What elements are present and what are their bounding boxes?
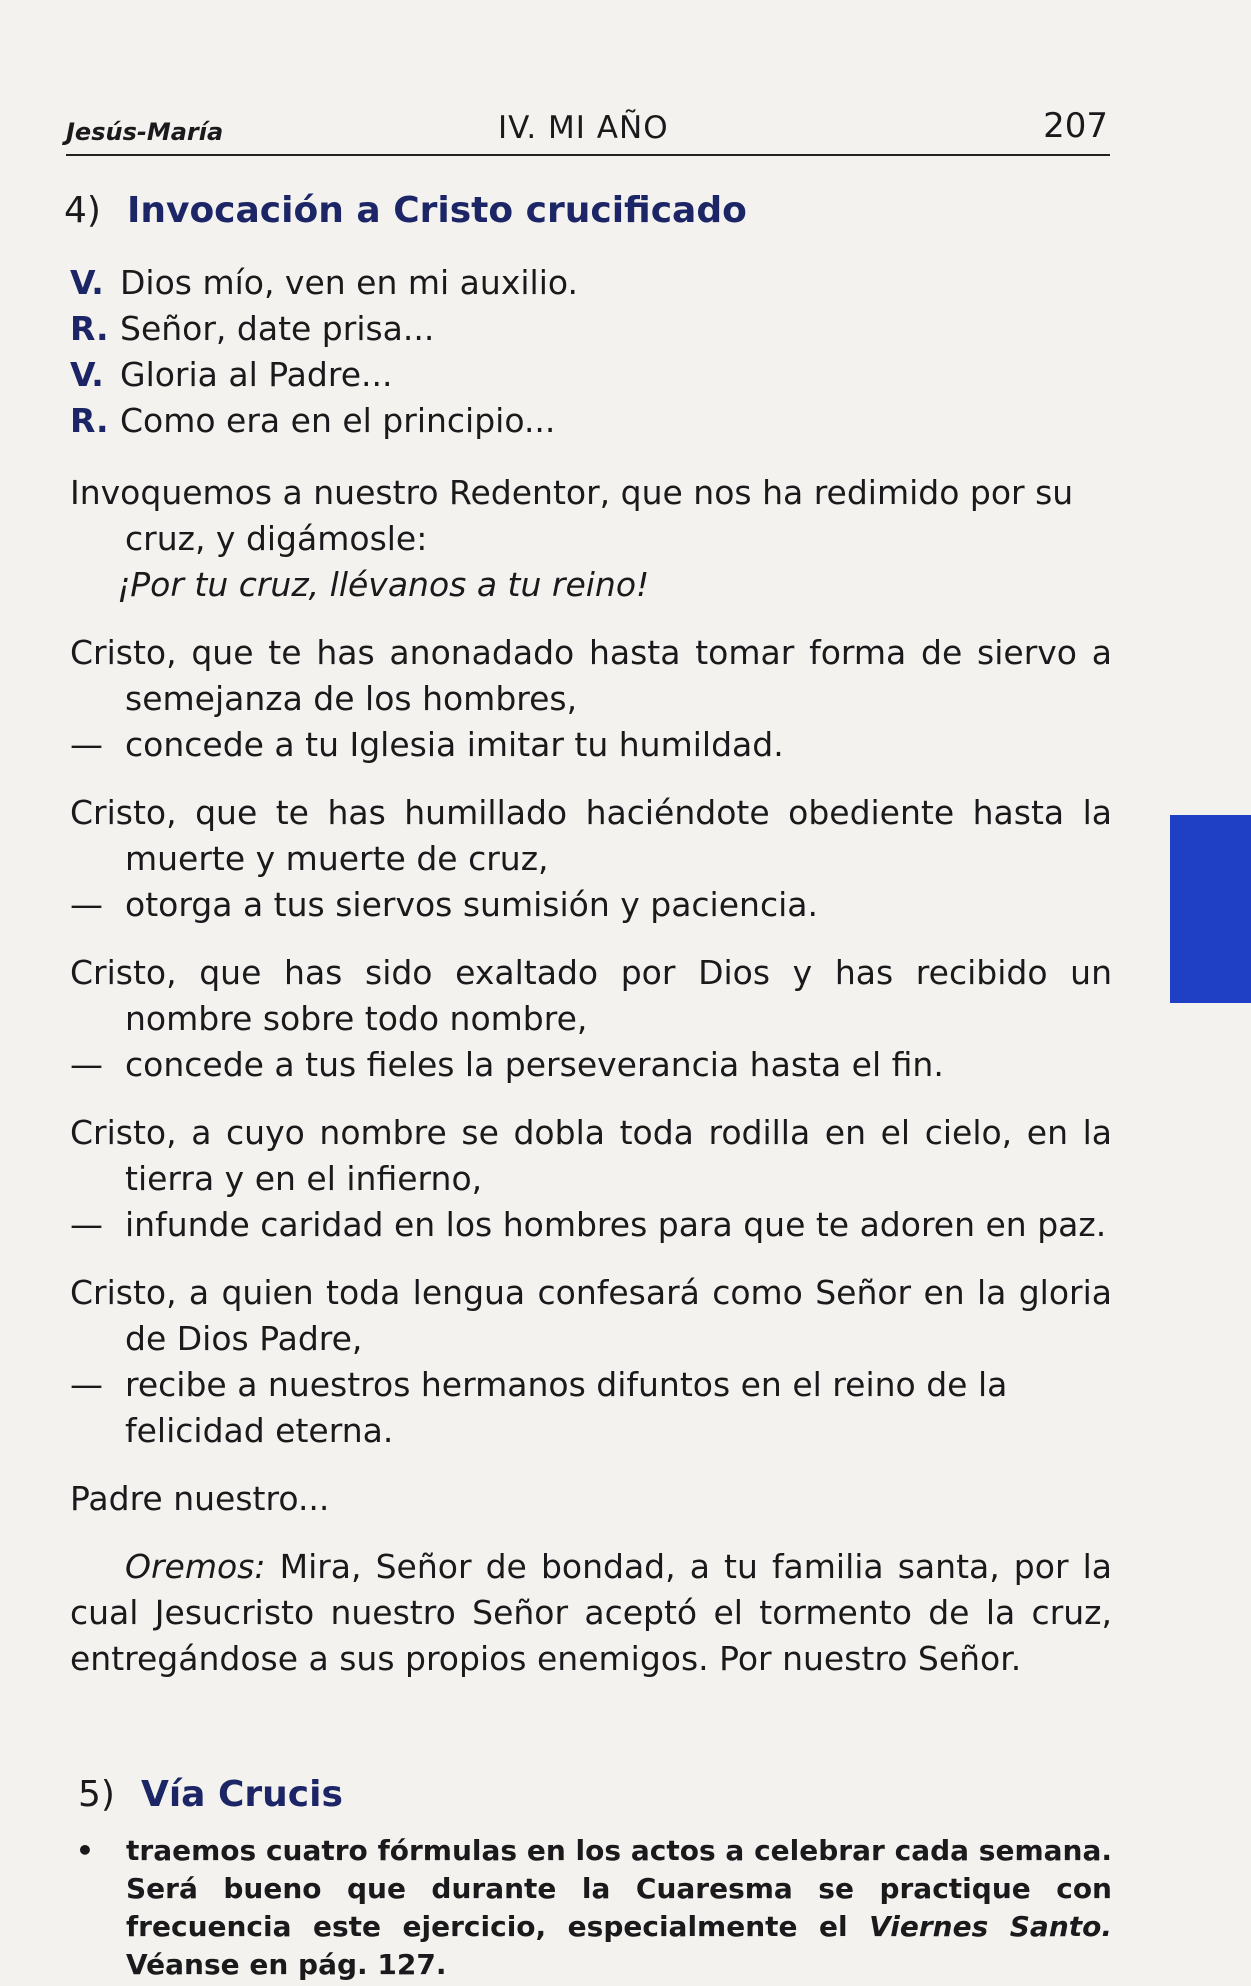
petition xyxy=(70,1362,1112,1454)
note-text-before: traemos cuatro fórmulas en los actos a celebrar cada semana. Será bueno que durante la Cuaresma se practique con frecuencia este ejercicio, especialmente el xyxy=(126,1834,1112,1943)
page-number: 207 xyxy=(1043,106,1108,146)
section-5-heading: Vía Crucis xyxy=(140,1774,343,1815)
invocation-block xyxy=(70,1110,1112,1248)
versicle-mark: V. xyxy=(70,263,104,302)
invocation-text: Cristo, que te has anonadado hasta tomar forma de siervo a semejanza de los hombres, xyxy=(70,633,1112,718)
header-section: IV. MI AÑO xyxy=(498,110,669,146)
section-4-heading: Invocación a Cristo crucificado xyxy=(126,190,747,231)
response-text: Como era en el principio... xyxy=(120,401,556,440)
note-text xyxy=(126,1832,1112,1984)
petition-text: concede a tu Iglesia imitar tu humildad. xyxy=(125,725,784,764)
invocation-block xyxy=(70,950,1112,1088)
petition xyxy=(70,722,1112,768)
versicle-mark: V. xyxy=(70,355,104,394)
invocation-text: Cristo, que te has humillado haciéndote obediente hasta la muerte y muerte de cruz, xyxy=(70,793,1112,878)
section-5-title xyxy=(78,1774,343,1815)
versicle-text: Gloria al Padre... xyxy=(120,355,393,394)
note-italic: Viernes Santo. xyxy=(869,1910,1113,1943)
page-header xyxy=(66,104,1110,156)
petition-text: concede a tus fieles la perseverancia hasta el fin. xyxy=(125,1045,944,1084)
note-text-after: Véanse en pág. 127. xyxy=(126,1948,447,1981)
section-4-title xyxy=(64,190,747,231)
petition-text: recibe a nuestros hermanos difuntos en el reino de la felicidad eterna. xyxy=(125,1365,1008,1450)
dash: — xyxy=(70,725,103,764)
note-block xyxy=(76,1832,1112,1984)
bullet-icon: • xyxy=(76,1834,94,1867)
section-5-number: 5) xyxy=(78,1774,115,1815)
invocation-intro: Invoquemos a nuestro Redentor, que nos ha redimido por su cruz, y digámosle: xyxy=(70,473,1074,558)
padre-nuestro: Padre nuestro... xyxy=(70,1479,330,1518)
response-mark: R. xyxy=(70,309,109,348)
response-text: Señor, date prisa... xyxy=(120,309,435,348)
response xyxy=(70,398,1112,444)
petition-text: otorga a tus siervos sumisión y paciencia. xyxy=(125,885,818,924)
invocation-response: ¡Por tu cruz, llévanos a tu reino! xyxy=(117,565,650,604)
response-mark: R. xyxy=(70,401,109,440)
oremos-text: Mira, Señor de bondad, a tu familia santa, por la cual Jesucristo nuestro Señor aceptó el tormento de la cruz, entregándose a sus propios enemigos. Por nuestro Señor. xyxy=(70,1547,1112,1678)
petition xyxy=(70,1042,1112,1088)
invocation-block xyxy=(70,630,1112,768)
invocation-block xyxy=(70,1270,1112,1454)
dash: — xyxy=(70,885,103,924)
invocation-text: Cristo, a quien toda lengua confesará como Señor en la gloria de Dios Padre, xyxy=(70,1273,1112,1358)
dash: — xyxy=(70,1205,103,1244)
invocation-block xyxy=(70,790,1112,928)
header-left: Jesús-María xyxy=(66,118,224,146)
invocation-text: Cristo, a cuyo nombre se dobla toda rodilla en el cielo, en la tierra y en el infierno, xyxy=(70,1113,1112,1198)
petition xyxy=(70,1202,1112,1248)
versicle xyxy=(70,352,1112,398)
versicle-text: Dios mío, ven en mi auxilio. xyxy=(120,263,578,302)
dash: — xyxy=(70,1365,103,1404)
response xyxy=(70,306,1112,352)
oremos-prayer xyxy=(70,1544,1112,1682)
dash: — xyxy=(70,1045,103,1084)
invocation-text: Cristo, que has sido exaltado por Dios y has recibido un nombre sobre todo nombre, xyxy=(70,953,1112,1038)
petition-text: infunde caridad en los hombres para que te adoren en paz. xyxy=(125,1205,1107,1244)
main-content xyxy=(70,260,1112,1682)
versicle xyxy=(70,260,1112,306)
petition xyxy=(70,882,1112,928)
section-4-number: 4) xyxy=(64,190,101,231)
thumb-index-tab xyxy=(1170,815,1251,1003)
oremos-label: Oremos: xyxy=(125,1547,266,1586)
